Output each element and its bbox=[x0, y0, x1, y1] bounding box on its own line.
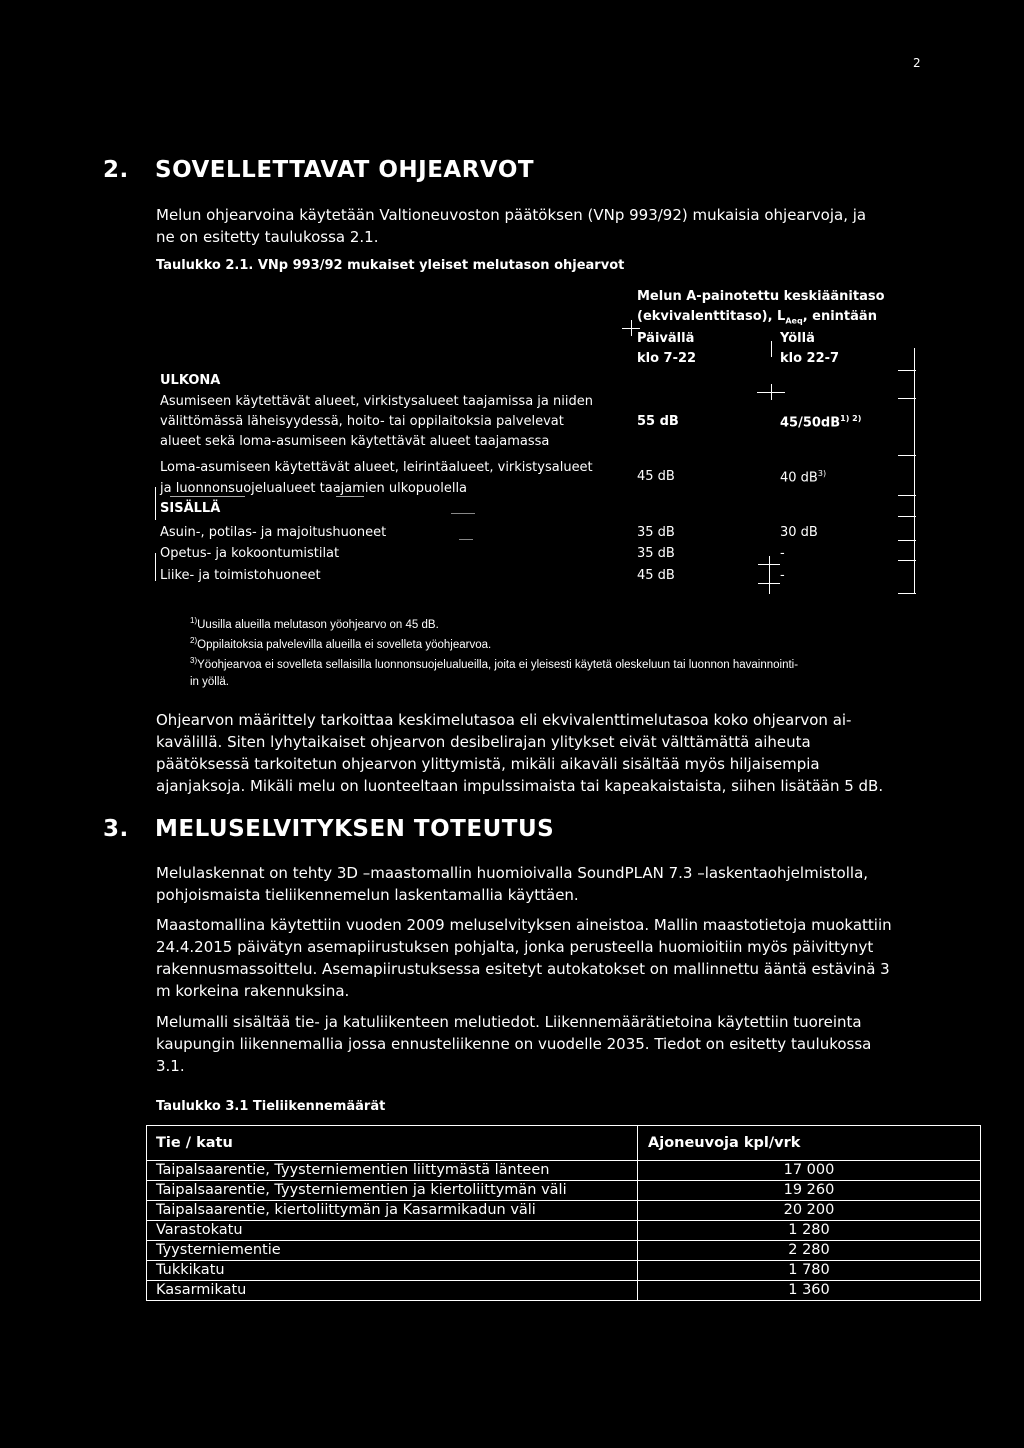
table-3-1-caption: Taulukko 3.1 Tieliikennemäärät bbox=[156, 1099, 386, 1114]
table-rule bbox=[155, 487, 156, 520]
row1-night-value: 45/50dB bbox=[780, 415, 841, 431]
row2-night-sup: 3) bbox=[817, 469, 827, 478]
table-header-vehicles: Ajoneuvoja kpl/vrk bbox=[638, 1126, 981, 1161]
road-name: Tukkikatu bbox=[147, 1261, 638, 1281]
road-name: Taipalsaarentie, Tyysterniementien liittymästä länteen bbox=[147, 1161, 638, 1181]
table-row bbox=[147, 1221, 981, 1241]
row3-label: Asuin-, potilas- ja majoitushuoneet bbox=[160, 525, 387, 540]
group-outdoor: ULKONA bbox=[160, 373, 221, 388]
vehicle-count: 1 780 bbox=[638, 1261, 981, 1281]
s3-p2-line-4: m korkeina rakennuksina. bbox=[156, 982, 350, 1000]
footnote-3-mark: 3) bbox=[190, 656, 198, 665]
row1-line-1: Asumiseen käytettävät alueet, virkistysalueet taajamissa ja niiden bbox=[160, 394, 593, 409]
s3-p3-line-2: kaupungin liikennemallia jossa ennusteliikenne on vuodelle 2035. Tiedot on esitetty taulukossa bbox=[156, 1035, 872, 1053]
ohjearvo-line-1: Ohjearvon määrittely tarkoittaa keskimelutasoa eli ekvivalenttimelutasoa koko ohjearvon ai- bbox=[156, 711, 852, 729]
table-rule bbox=[769, 556, 770, 594]
s3-p3-line-1: Melumalli sisältää tie- ja katuliikenteen melutiedot. Liikennemäärätietoina käytettiin tuoreinta bbox=[156, 1013, 862, 1031]
s3-p2-line-3: rakennusmassoittelu. Asemapiirustuksessa esitetyt autokatokset on mallinnettu ääntä estävinä 3 bbox=[156, 960, 890, 978]
s3-p2-line-1: Maastomallina käytettiin vuoden 2009 meluselvityksen aineistoa. Mallin maastotietoja muokattiin bbox=[156, 916, 892, 934]
table-rule bbox=[898, 516, 916, 517]
row2-night bbox=[780, 469, 826, 485]
traffic-table bbox=[146, 1125, 981, 1301]
col-night-hours: klo 22-7 bbox=[780, 351, 840, 366]
intro-line-1: Melun ohjearvoina käytetään Valtioneuvoston päätöksen (VNp 993/92) mukaisia ohjearvoja, ja bbox=[156, 206, 867, 224]
intro-line-2: ne on esitetty taulukossa 2.1. bbox=[156, 228, 379, 246]
footnote-2-mark: 2) bbox=[190, 636, 198, 645]
s3-p1-line-2: pohjoismaista tieliikennemelun laskentamallia käyttäen. bbox=[156, 886, 579, 904]
col-day-hours: klo 7-22 bbox=[637, 351, 697, 366]
footnote-2-text: Oppilaitoksia palvelevilla alueilla ei sovelleta yöohjearvoa. bbox=[197, 638, 492, 651]
row2-night-value: 40 dB bbox=[780, 470, 818, 486]
table-rule bbox=[336, 496, 364, 497]
section-2-heading bbox=[103, 157, 534, 183]
vehicle-count: 1 280 bbox=[638, 1221, 981, 1241]
vehicle-count: 20 200 bbox=[638, 1201, 981, 1221]
row3-night: 30 dB bbox=[780, 525, 818, 540]
table-rule bbox=[170, 496, 245, 497]
footnote-1-text: Uusilla alueilla melutason yöohjearvo on 45 dB. bbox=[197, 618, 439, 631]
section-2-number: 2. bbox=[103, 157, 129, 183]
row5-night: - bbox=[780, 568, 785, 583]
s3-p2-line-2: 24.4.2015 päivätyn asemapiirustuksen pohjalta, jonka perusteella huomioitiin myös päivittynyt bbox=[156, 938, 874, 956]
row5-day: 45 dB bbox=[637, 568, 675, 583]
row2-line-2: ja luonnonsuojelualueet taajamien ulkopuolella bbox=[160, 481, 468, 496]
section-2-intro bbox=[156, 204, 866, 248]
row1-line-3: alueet sekä loma-asumiseen käytettävät alueet taajamassa bbox=[160, 434, 550, 449]
group-indoor: SISÄLLÄ bbox=[160, 501, 221, 516]
row2-day: 45 dB bbox=[637, 469, 675, 484]
footnote-1-mark: 1) bbox=[190, 616, 198, 625]
table-header-road: Tie / katu bbox=[147, 1126, 638, 1161]
row4-day: 35 dB bbox=[637, 546, 675, 561]
table-rule bbox=[155, 553, 156, 581]
page-number: 2 bbox=[913, 56, 921, 70]
table-rule bbox=[898, 593, 916, 594]
row1-night-sup: 1) 2) bbox=[840, 414, 862, 423]
section-3-paragraph-3 bbox=[156, 1011, 871, 1077]
table-2-1-header-line-1: Melun A-painotettu keskiäänitaso bbox=[637, 289, 885, 304]
section-3-number: 3. bbox=[103, 816, 129, 842]
section-3-title: MELUSELVITYKSEN TOTEUTUS bbox=[155, 816, 555, 842]
header-line-2a: (ekvivalenttitaso), L bbox=[637, 309, 786, 324]
section-3-heading bbox=[103, 816, 554, 842]
header-line-2b: , enintään bbox=[802, 309, 877, 324]
ohjearvo-line-3: päätöksessä tarkoitetun ohjearvon ylittymistä, mikäli aikaväli sisältää myös hiljaisempia bbox=[156, 755, 820, 773]
table-row bbox=[147, 1241, 981, 1261]
table-rule bbox=[771, 341, 772, 357]
col-day-label: Päivällä bbox=[637, 331, 695, 346]
road-name: Varastokatu bbox=[147, 1221, 638, 1241]
table-rule bbox=[771, 384, 772, 400]
table-rule bbox=[914, 348, 915, 594]
section-2-title: SOVELLETTAVAT OHJEARVOT bbox=[155, 157, 535, 183]
ohjearvo-line-4: ajanjaksoja. Mikäli melu on luonteeltaan impulssimaista tai kapeakaistaista, siihen lisätään 5 dB. bbox=[156, 777, 884, 795]
table-header-row bbox=[147, 1126, 981, 1161]
vehicle-count: 17 000 bbox=[638, 1161, 981, 1181]
row1-night bbox=[780, 414, 861, 430]
row5-label: Liike- ja toimistohuoneet bbox=[160, 568, 321, 583]
col-night-label: Yöllä bbox=[780, 331, 815, 346]
road-name: Taipalsaarentie, Tyysterniementien ja kiertoliittymän väli bbox=[147, 1181, 638, 1201]
road-name: Kasarmikatu bbox=[147, 1281, 638, 1301]
paragraph-ohjearvo bbox=[156, 709, 921, 797]
table-row bbox=[147, 1261, 981, 1281]
ohjearvo-line-2: kavälillä. Siten lyhytaikaiset ohjearvon desibelirajan ylitykset eivät välttämättä aiheuta bbox=[156, 733, 811, 751]
header-subscript: Aeq bbox=[785, 316, 803, 326]
s3-p3-line-3: 3.1. bbox=[156, 1057, 185, 1075]
table-rule bbox=[898, 455, 916, 456]
table-rule bbox=[898, 560, 916, 561]
table-rule bbox=[459, 539, 473, 540]
table-row bbox=[147, 1201, 981, 1221]
footnote-2 bbox=[190, 632, 491, 654]
row4-night: - bbox=[780, 546, 785, 561]
row3-day: 35 dB bbox=[637, 525, 675, 540]
road-name: Taipalsaarentie, kiertoliittymän ja Kasarmikadun väli bbox=[147, 1201, 638, 1221]
table-rule bbox=[898, 398, 916, 399]
section-3-paragraph-2 bbox=[156, 914, 892, 1002]
footnote-3 bbox=[190, 652, 798, 691]
table-row bbox=[147, 1161, 981, 1181]
row1-day: 55 dB bbox=[637, 414, 679, 429]
road-name: Tyysterniementie bbox=[147, 1241, 638, 1261]
row2-line-1: Loma-asumiseen käytettävät alueet, leirintäalueet, virkistysalueet bbox=[160, 460, 593, 475]
table-rule bbox=[898, 540, 916, 541]
footnote-3-line-2: in yöllä. bbox=[190, 675, 229, 688]
s3-p1-line-1: Melulaskennat on tehty 3D –maastomallin huomioivalla SoundPLAN 7.3 –laskentaohjelmistolla, bbox=[156, 864, 869, 882]
row4-label: Opetus- ja kokoontumistilat bbox=[160, 546, 340, 561]
table-rule bbox=[451, 513, 475, 514]
section-3-paragraph-1 bbox=[156, 862, 868, 906]
footnote-1 bbox=[190, 612, 439, 634]
table-rule bbox=[631, 320, 632, 336]
vehicle-count: 2 280 bbox=[638, 1241, 981, 1261]
table-rule bbox=[758, 583, 780, 584]
row1-line-2: välittömässä läheisyydessä, hoito- tai oppilaitoksia palvelevat bbox=[160, 414, 564, 429]
vehicle-count: 19 260 bbox=[638, 1181, 981, 1201]
table-2-1-header-line-2 bbox=[637, 309, 877, 326]
vehicle-count: 1 360 bbox=[638, 1281, 981, 1301]
table-rule bbox=[898, 495, 916, 496]
table-row bbox=[147, 1281, 981, 1301]
table-2-1-caption: Taulukko 2.1. VNp 993/92 mukaiset yleiset melutason ohjearvot bbox=[156, 258, 625, 273]
table-row bbox=[147, 1181, 981, 1201]
footnote-3-line-1: Yöohjearvoa ei sovelleta sellaisilla luonnonsuojelualueilla, joita ei yleisesti käytetä oleskeluun tai luonnon havainnointi- bbox=[197, 658, 799, 671]
